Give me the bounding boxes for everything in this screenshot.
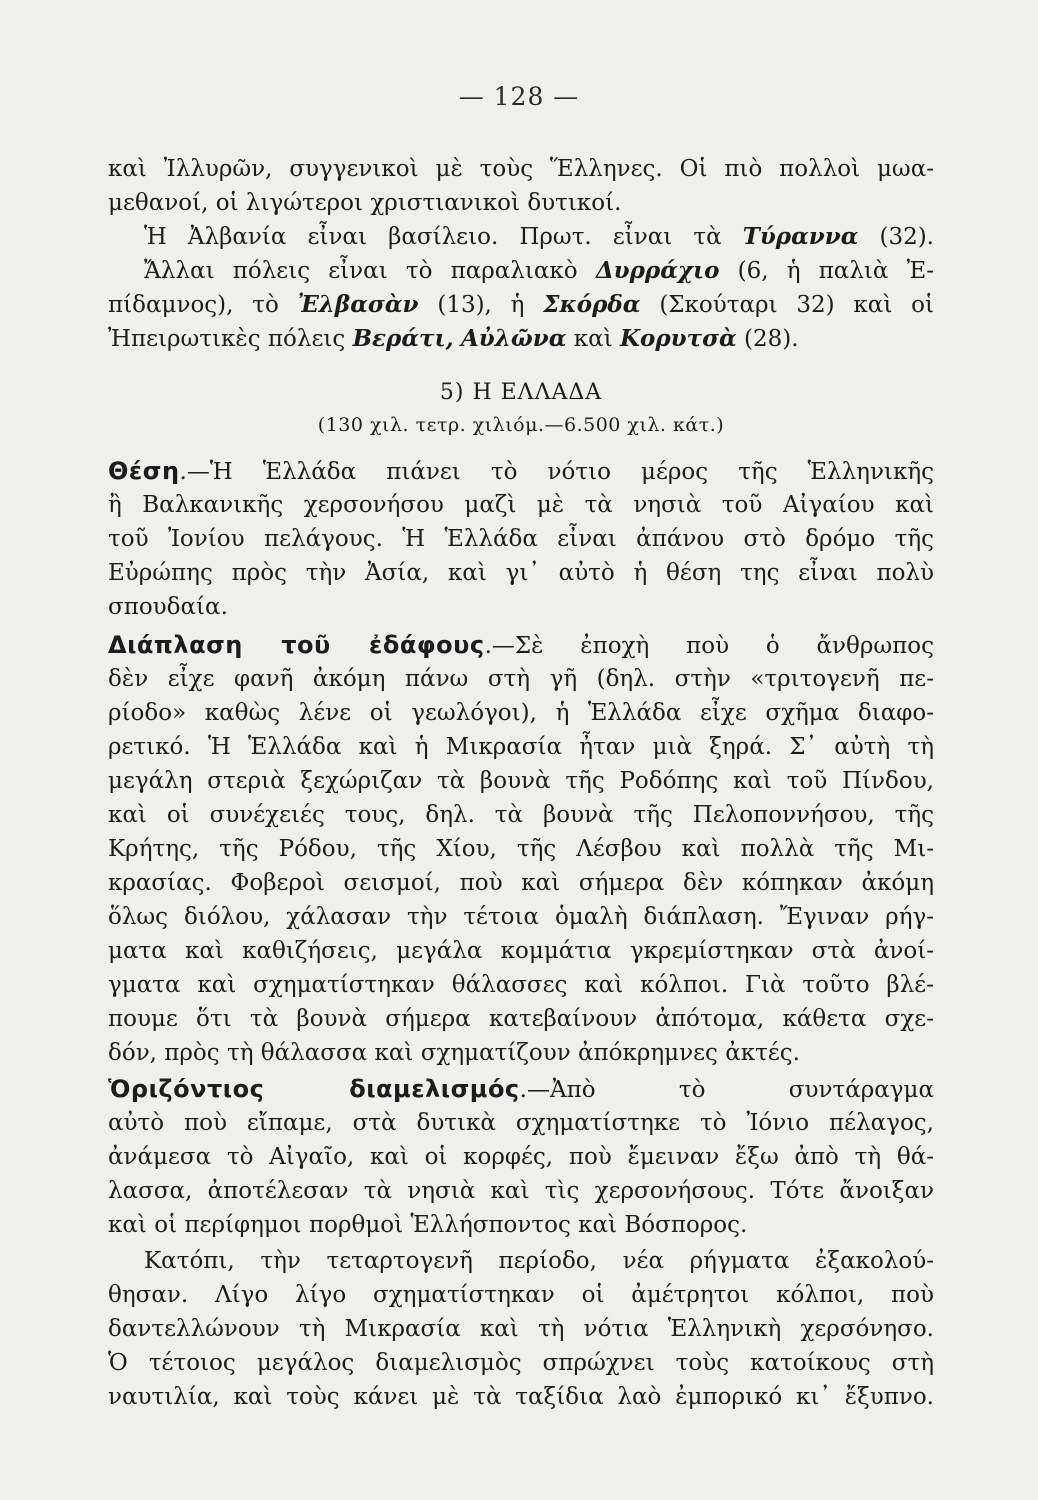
text-line: Κατόπι, τὴν τεταρτογενῆ περίοδο, νέα ρήγματα ἐξακολού- <box>144 1248 934 1274</box>
place-name: Κορυτσὰ <box>620 325 737 352</box>
text-line: ρίοδο» καθὼς λένε οἱ γεωλόγοι), ἡ Ἑλλάδα εἶχε σχῆμα διαφο- <box>108 700 934 726</box>
text-line: ἢ Βαλκανικῆς χερσονήσου μαζὶ μὲ τὰ νησιὰ τοῦ Αἰγαίου καὶ <box>108 492 934 518</box>
subsection-heading: Διάπλαση τοῦ ἐδάφους <box>108 631 485 659</box>
place-name: Βεράτι, <box>352 325 454 352</box>
place-name: Τύραννα <box>742 223 859 250</box>
page-number: — 128 — <box>458 82 580 111</box>
text-line: Κρήτης, τῆς Ρόδου, τῆς Χίου, τῆς Λέσβου καὶ πολλὰ τῆς Μι- <box>108 836 934 862</box>
text-line: πουμε ὅτι τὰ βουνὰ σήμερα κατεβαίνουν ἀπότομα, κάθετα σχε- <box>108 1006 934 1032</box>
text-line: δὲν εἶχε φανῆ ἀκόμη πάνω στὴ γῆ (δηλ. στὴν «τριτογενῆ πε- <box>108 666 934 692</box>
text-line: καὶ Ἰλλυρῶν, συγγενικοὶ μὲ τοὺς Ἕλληνες. Οἱ πιὸ πολλοὶ μωα- <box>108 156 934 182</box>
place-name: Σκόρδα <box>543 291 641 318</box>
subsection-heading: Θέση <box>108 457 180 485</box>
text-line: κρασίας. Φοβεροὶ σεισμοί, ποὺ καὶ σήμερα δὲν κόπηκαν ἀκόμη <box>108 870 934 896</box>
text-line: Ὁριζόντιος διαμελισμός.—Ἀπὸ τὸ συντάραγμα <box>108 1075 935 1103</box>
text-line: ματα καὶ καθιζήσεις, μεγάλα κομμάτια γκρεμίστηκαν στὰ ἀνοί- <box>108 938 934 964</box>
text-line: Διάπλαση τοῦ ἐδάφους.—Σὲ ἐποχὴ ποὺ ὁ ἄνθρωπος <box>108 631 934 659</box>
text-line: λασσα, ἀποτέλεσαν τὰ νησιὰ καὶ τὶς χερσονήσους. Τότε ἄνοιξαν <box>108 1178 934 1204</box>
text-line: αὐτὸ ποὺ εἴπαμε, στὰ δυτικὰ σχηματίστηκε τὸ Ἰόνιο πέλαγος, <box>108 1110 934 1136</box>
subsection-heading: Ὁριζόντιος διαμελισμός <box>108 1075 520 1103</box>
section-subtitle: (130 χιλ. τετρ. χιλιόμ.—6.500 χιλ. κάτ.) <box>317 414 725 436</box>
text-line: μεθανοί, οἱ λιγώτεροι χριστιανικοὶ δυτικοί. <box>108 190 622 216</box>
text-line: ὅλως διόλου, χάλασαν τὴν τέτοια ὁμαλὴ διάπλαση. Ἔγιναν ρήγ- <box>108 904 934 930</box>
text-line: δόν, πρὸς τὴ θάλασσα καὶ σχηματίζουν ἀπόκρημνες ἀκτές. <box>108 1040 800 1066</box>
text-line: Εὐρώπης πρὸς τὴν Ἀσία, καὶ γι᾽ αὐτὸ ἡ θέση της εἶναι πολὺ <box>108 560 934 586</box>
section-title: 5) Η ΕΛΛΑΔΑ <box>439 380 603 405</box>
text-line: Ὁ τέτοιος μεγάλος διαμελισμὸς σπρώχνει τοὺς κατοίκους στὴ <box>108 1350 934 1376</box>
text-line: γματα καὶ σχηματίστηκαν θάλασσες καὶ κόλποι. Γιὰ τοῦτο βλέ- <box>108 972 934 998</box>
text-line: ναυτιλία, καὶ τοὺς κάνει μὲ τὰ ταξίδια λαὸ ἐμπορικό κι᾽ ἔξυπνο. <box>108 1384 934 1410</box>
text-line: ρετικό. Ἡ Ἑλλάδα καὶ ἡ Μικρασία ἦταν μιὰ ξηρά. Σ᾽ αὐτὴ τὴ <box>108 734 934 760</box>
text-line: Ἄλλαι πόλεις εἶναι τὸ παραλιακὸ Δυρράχιο (6, ἡ παλιὰ Ἐ- <box>144 257 934 284</box>
text-line: τοῦ Ἰονίου πελάγους. Ἡ Ἑλλάδα εἶναι ἀπάνου στὸ δρόμο τῆς <box>108 526 934 552</box>
text-line: καὶ οἱ περίφημοι πορθμοὶ Ἑλλήσποντος καὶ Βόσπορος. <box>108 1212 748 1238</box>
text-line: μεγάλη στεριὰ ξεχώριζαν τὰ βουνὰ τῆς Ροδόπης καὶ τοῦ Πίνδου, <box>108 768 934 794</box>
place-name: Ἐλβασὰν <box>297 291 419 318</box>
place-name: Δυρράχιο <box>595 257 720 284</box>
place-name: Αὐλῶνα <box>460 325 567 352</box>
text-line: δαντελλώνουν τὴ Μικρασία καὶ τὴ νότια Ἑλληνικὴ χερσόνησο. <box>108 1316 934 1342</box>
text-line: θησαν. Λίγο λίγο σχηματίστηκαν οἱ ἀμέτρητοι κόλποι, ποὺ <box>108 1282 934 1308</box>
text-line: σπουδαία. <box>108 594 228 620</box>
text-line: πίδαμνος), τὸ Ἐλβασὰν (13), ἡ Σκόρδα (Σκούταρι 32) καὶ οἱ <box>108 291 935 318</box>
text-line: Ἡ Ἀλβανία εἶναι βασίλειο. Πρωτ. εἶναι τὰ Τύραννα (32). <box>144 223 934 250</box>
text-line: Ἠπειρωτικὲς πόλεις Βεράτι, Αὐλῶνα καὶ Κορυτσὰ (28). <box>108 325 799 352</box>
text-line: ἀνάμεσα τὸ Αἰγαῖο, καὶ οἱ κορφές, ποὺ ἔμειναν ἔξω ἀπὸ τὴ θά- <box>108 1144 934 1170</box>
text-line: καὶ οἱ συνέχειές τους, δηλ. τὰ βουνὰ τῆς Πελοποννήσου, τῆς <box>108 802 934 828</box>
text-line: Θέση.—Ἡ Ἑλλάδα πιάνει τὸ νότιο μέρος τῆς Ἑλληνικῆς <box>108 457 934 485</box>
